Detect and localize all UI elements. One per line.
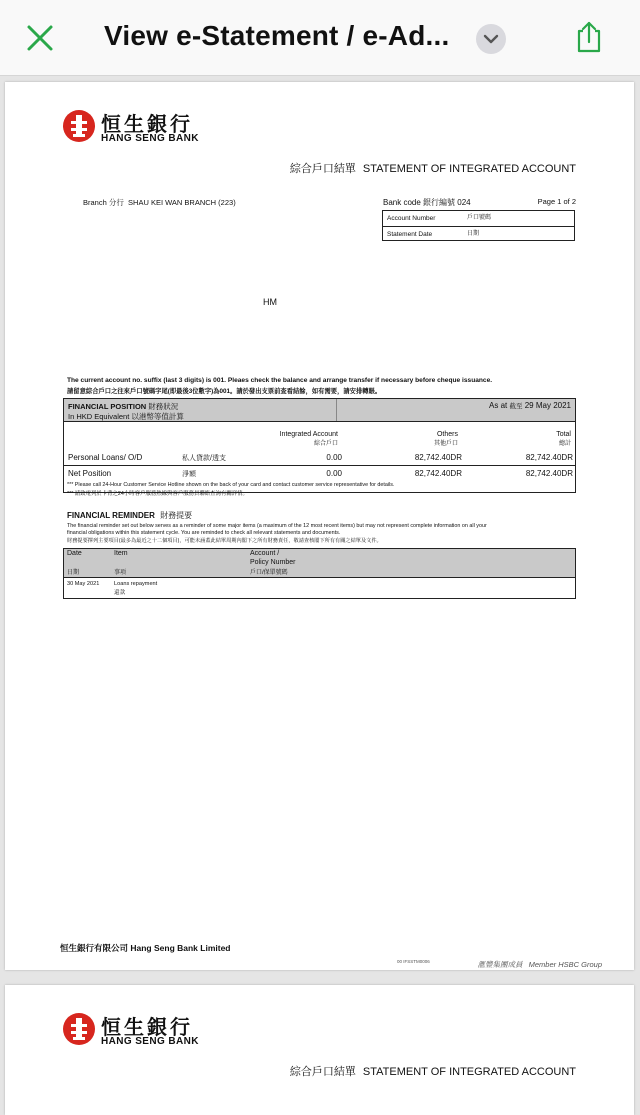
close-icon[interactable] — [22, 20, 58, 56]
footer-company: 恒生銀行有限公司 Hang Seng Bank Limited — [60, 943, 231, 953]
row-label-en: Net Position — [68, 469, 112, 478]
col-total-cn: 總計 — [558, 441, 571, 447]
fr-desc-cn: 財務提要擇列主要項目(最多為最近之十二個項目)，可能未涵蓋此結單周期內閣下之所有財務責任，敬請查核閣下所有有關之結單及文件。 — [67, 538, 382, 544]
branch-value: SHAU KEI WAN BRANCH (223) — [128, 198, 236, 207]
statement-page-1[interactable] — [5, 82, 634, 970]
fp-sub-cn: 以港幣等值計算 — [131, 412, 184, 421]
bank-name-en: HANG SENG BANK — [101, 133, 199, 144]
col-total — [507, 431, 571, 447]
col-total-en: Total — [556, 431, 571, 438]
bank-name-cn: 恒生銀行 — [101, 112, 193, 136]
fr-row-item-cn: 還款 — [114, 590, 126, 596]
fr-col-account-en-1: Account / — [250, 550, 280, 557]
fr-col-item-cn: 事項 — [114, 570, 127, 576]
financial-position-sub — [68, 411, 184, 422]
col-others-cn: 其他戶口 — [433, 441, 458, 447]
statement-date-label: Statement Date — [387, 231, 433, 238]
financial-position-header — [64, 399, 575, 422]
fp-note-cn: *** 請致電列於卡背之24小時客戶服務熱線與客戶服務員聯絡查詢有關詳情。 — [67, 491, 248, 497]
row-label-en: Personal Loans/ O/D — [68, 453, 143, 462]
table-row — [64, 578, 575, 600]
bank-code — [383, 197, 471, 208]
row-total: 82,742.40DR — [525, 453, 573, 462]
customer-name: HM — [263, 297, 277, 307]
col-integrated-cn: 綜合戶口 — [313, 441, 338, 447]
account-info-box — [382, 210, 575, 241]
fr-desc-en-1: The financial reminder set out below serves as a reminder of some major items (a maximum of the 12 most recent items) but may not represent complete information on all your — [67, 523, 487, 529]
statement-date-cn: 日期 — [467, 231, 480, 237]
notice-en: The current account no. suffix (last 3 digits) is 001. Pleaes check the balance and arrange transfer if necessary before cheque issuance. — [67, 377, 493, 384]
row-label-cn: 私人貸款/透支 — [182, 455, 226, 462]
bank-code-value: 024 — [457, 198, 471, 207]
branch-label: Branch 分行 — [83, 198, 124, 207]
fr-heading-en: FINANCIAL REMINDER — [67, 511, 155, 520]
fr-row-item-en: Loans repayment — [114, 581, 158, 587]
row-label-cn: 淨額 — [182, 471, 196, 478]
as-at — [489, 401, 571, 410]
account-number-label: Account Number — [387, 215, 436, 222]
notice-cn: 請留意綜合戶口之往來戶口號碼字尾(即最後3位數字)為001。請於發出支票前查看結餘，如有需要，請安排轉賬。 — [67, 388, 382, 395]
fr-col-account-en-2: Policy Number — [250, 559, 296, 566]
bank-logo — [63, 1013, 223, 1049]
fp-sub-en: In HKD Equivalent — [68, 412, 130, 421]
page-number: Page 1 of 2 — [537, 197, 576, 206]
fr-col-account-cn: 戶口/保單號碼 — [250, 570, 288, 576]
financial-reminder-table — [63, 548, 576, 599]
row-total: 82,742.40DR — [525, 469, 573, 478]
hang-seng-logo-icon — [63, 110, 95, 142]
fr-heading-cn: 財務提要 — [160, 511, 193, 520]
fr-col-date-cn: 日期 — [67, 570, 80, 576]
col-others-en: Others — [436, 431, 458, 438]
fr-row-date: 30 May 2021 — [67, 581, 100, 587]
row-integrated: 0.00 — [326, 453, 342, 462]
account-number-row — [383, 211, 574, 226]
account-number-cn: 戶口號碼 — [467, 215, 492, 221]
col-others — [394, 431, 458, 447]
share-icon[interactable] — [574, 20, 604, 54]
bank-code-label: Bank code 銀行編號 — [383, 198, 456, 207]
bank-logo — [63, 110, 223, 146]
bank-name-en: HANG SENG BANK — [101, 1036, 199, 1047]
as-at-cn: 截至 — [509, 403, 523, 410]
footer-code: 00 IFSSTM0006 — [397, 959, 430, 964]
fr-col-date-en: Date — [67, 550, 82, 557]
statement-title-en: STATEMENT OF INTEGRATED ACCOUNT — [362, 163, 576, 175]
footer-member-cn: 滙豐集團成員 — [477, 960, 523, 969]
financial-reminder-header — [64, 549, 575, 578]
chevron-down-icon[interactable] — [476, 24, 506, 54]
as-at-date: 29 May 2021 — [524, 401, 571, 410]
statement-title — [290, 160, 576, 176]
page-title: View e-Statement / e-Ad... — [104, 20, 450, 51]
fp-heading-en: FINANCIAL POSITION — [68, 402, 147, 411]
statement-date-row — [383, 226, 574, 242]
fp-note-en: *** Please call 24-Hour Customer Service Hotline shown on the back of your card and contact customer service representative for details. — [67, 482, 395, 488]
bank-name-cn: 恒生銀行 — [101, 1015, 193, 1039]
statement-page-2[interactable] — [5, 985, 634, 1115]
row-divider — [64, 465, 575, 466]
as-at-label: As at — [489, 401, 508, 410]
col-integrated — [274, 431, 338, 447]
statement-title-cn: 綜合戶口結單 — [289, 163, 356, 175]
top-toolbar — [0, 0, 640, 76]
financial-position-table — [63, 398, 576, 493]
statement-title-en: STATEMENT OF INTEGRATED ACCOUNT — [362, 1066, 576, 1078]
financial-reminder-heading — [67, 510, 192, 521]
branch — [83, 197, 236, 208]
row-others: 82,742.40DR — [414, 453, 462, 462]
row-others: 82,742.40DR — [414, 469, 462, 478]
header-divider — [336, 399, 337, 421]
statement-title-cn: 綜合戶口結單 — [289, 1066, 356, 1078]
fr-desc-en-2: financial obligations within this statement cycle. You are reminded to check all relevant statements and documents. — [67, 530, 341, 536]
fp-heading-cn: 財務狀況 — [148, 402, 179, 411]
hang-seng-logo-icon — [63, 1013, 95, 1045]
col-integrated-en: Integrated Account — [279, 431, 338, 438]
row-integrated: 0.00 — [326, 469, 342, 478]
footer-member — [478, 959, 602, 970]
footer-member-en: Member HSBC Group — [528, 960, 602, 969]
fr-col-item-en: Item — [114, 550, 128, 557]
statement-title — [290, 1063, 576, 1079]
